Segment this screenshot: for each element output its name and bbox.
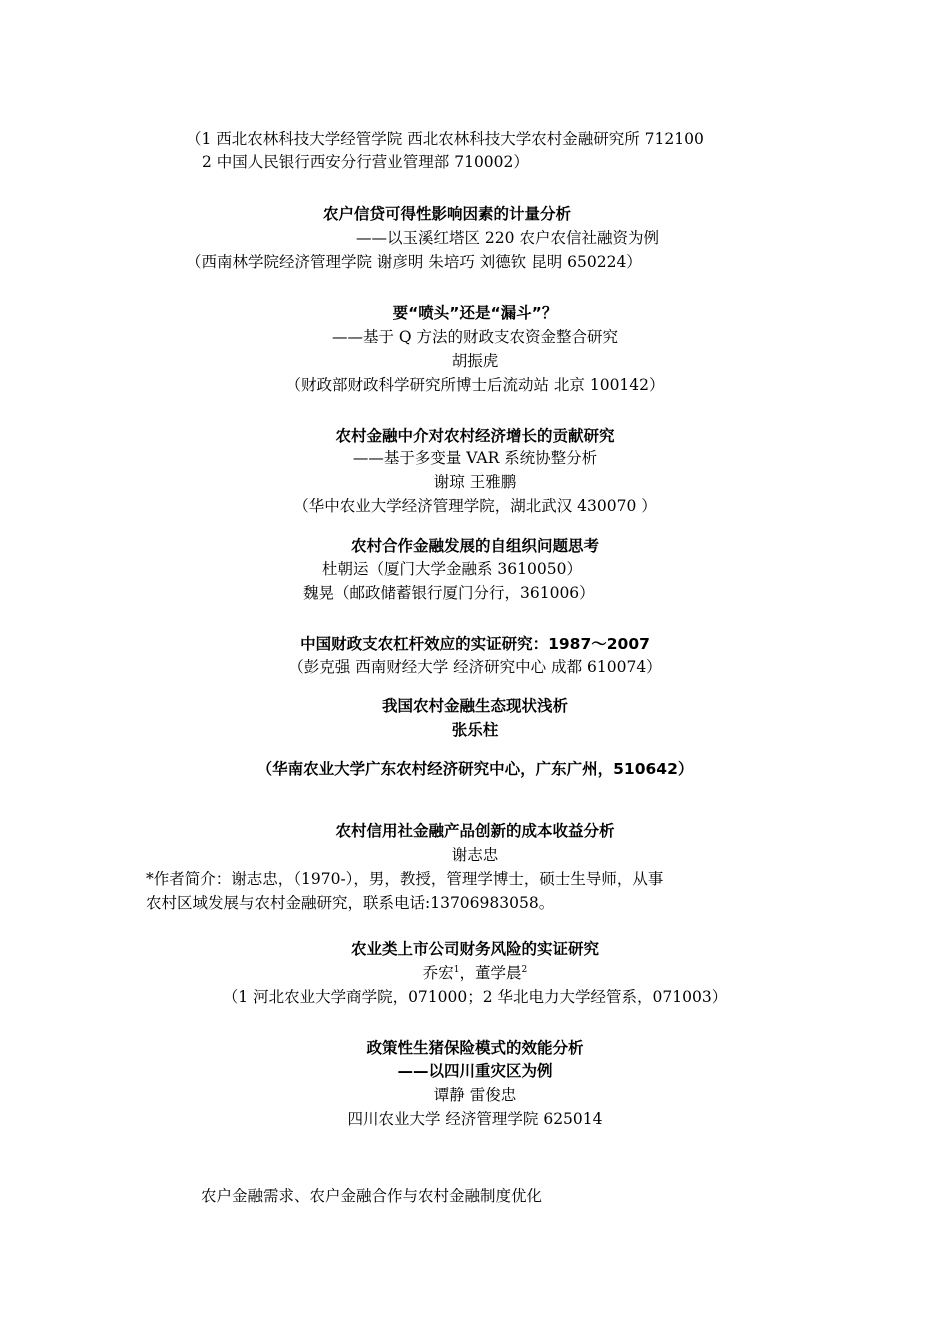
affiliation-line: 2 中国人民银行西安分行营业管理部 710002） xyxy=(202,153,529,171)
affiliation-line: （西南林学院经济管理学院 谢彦明 朱培巧 刘德钦 昆明 650224） xyxy=(186,253,642,271)
author-line: 谭静 雷俊忠 xyxy=(433,1086,517,1104)
paper-subtitle: ——基于多变量 VAR 系统协整分析 xyxy=(352,449,598,467)
author-line: 魏晃（邮政储蓄银行厦门分行，361006） xyxy=(303,584,595,602)
author-note-line: *作者简介：谢志忠，（1970-），男，教授，管理学博士，硕士生导师，从事 xyxy=(146,870,664,888)
affiliation-line: （彭克强 西南财经大学 经济研究中心 成都 610074） xyxy=(288,658,662,676)
author-line: 谢琼 王雅鹏 xyxy=(433,473,517,491)
paper-subtitle: ——基于 Q 方法的财政支农资金整合研究 xyxy=(331,328,619,346)
affiliation-line: （1 西北农林科技大学经管学院 西北农林科技大学农村金融研究所 712100 xyxy=(186,130,704,148)
affiliation-marker: 1 xyxy=(453,964,460,975)
author-line: 杜朝运（厦门大学金融系 3610050） xyxy=(322,560,582,578)
author-line: 谢志忠 xyxy=(451,846,499,864)
affiliation-line: （财政部财政科学研究所博士后流动站 北京 100142） xyxy=(285,376,665,394)
paper-title: 农业类上市公司财务风险的实证研究 xyxy=(350,940,599,958)
paper-title: 要“喷头”还是“漏斗”？ xyxy=(392,304,558,322)
author-line: 胡振虎 xyxy=(451,352,499,370)
affiliation-line: （1 河北农业大学商学院，071000；2 华北电力大学经管系，071003） xyxy=(222,988,728,1006)
author-line: 张乐柱 xyxy=(451,721,499,739)
paper-subtitle: ——以玉溪红塔区 220 农户农信社融资为例 xyxy=(356,229,659,247)
paper-title: 农村信用社金融产品创新的成本收益分析 xyxy=(335,822,615,840)
paper-title: 我国农村金融生态现状浅析 xyxy=(381,697,568,715)
affiliation-line: （华中农业大学经济管理学院，湖北武汉 430070 ） xyxy=(293,497,657,515)
affiliation-line: 四川农业大学 经济管理学院 625014 xyxy=(347,1110,603,1128)
paper-subtitle: ——以四川重灾区为例 xyxy=(397,1062,553,1080)
paper-title: 农户金融需求、农户金融合作与农村金融制度优化 xyxy=(201,1187,543,1205)
author-name: ，董学晨 xyxy=(459,964,522,982)
author-line xyxy=(0,962,950,984)
paper-title: 政策性生猪保险模式的效能分析 xyxy=(366,1039,584,1057)
paper-title: 中国财政支农杠杆效应的实证研究：1987～2007 xyxy=(300,635,650,653)
affiliation-marker: 2 xyxy=(521,964,528,975)
author-note-line: 农村区域发展与农村金融研究，联系电话:13706983058。 xyxy=(146,894,555,912)
affiliation-line: （华南农业大学广东农村经济研究中心，广东广州，510642） xyxy=(256,760,694,778)
paper-title: 农村合作金融发展的自组织问题思考 xyxy=(350,537,599,555)
paper-title: 农户信贷可得性影响因素的计量分析 xyxy=(323,205,572,223)
author-name: 乔宏 xyxy=(422,964,454,982)
paper-title: 农村金融中介对农村经济增长的贡献研究 xyxy=(335,427,615,445)
